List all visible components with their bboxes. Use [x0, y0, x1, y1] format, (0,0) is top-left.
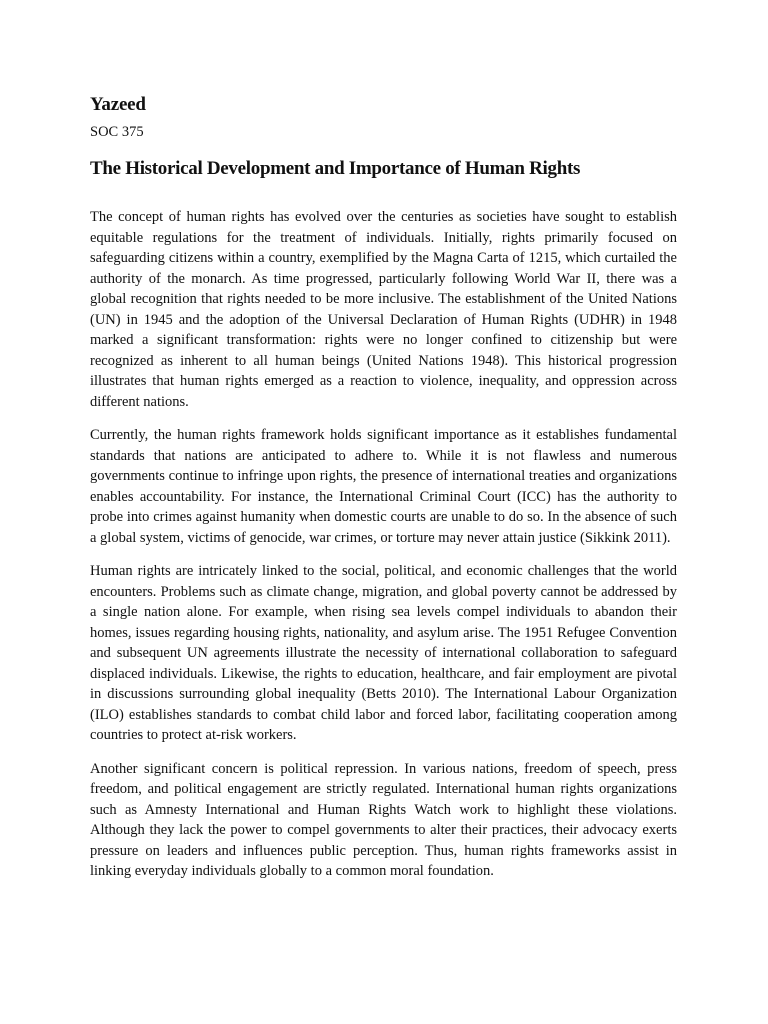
document-body: [90, 207, 677, 882]
document-page: [90, 92, 677, 895]
paragraph-importance: Currently, the human rights framework holds significant importance as it establishes fundamental standards that nations are anticipated to adhere to. While it is not flawless and numerous governments continue to infringe upon rights, the presence of international treaties and organizations enables accountability. For instance, the International Criminal Court (ICC) has the authority to probe into crimes against humanity when domestic courts are unable to do so. In the absence of such a global system, victims of genocide, war crimes, or torture may never attain justice (Sikkink 2011).: [90, 427, 677, 546]
course-code: SOC 375: [90, 124, 144, 140]
paragraph-history: The concept of human rights has evolved over the centuries as societies have sought to establish equitable regulations for the treatment of individuals. Initially, rights primarily focused on safeguarding citizens within a country, exemplified by the Magna Carta of 1215, which curtailed the authority of the monarch. As time progressed, particularly following World War II, there was a global recognition that rights needed to be more inclusive. The establishment of the United Nations (UN) in 1945 and the adoption of the Universal Declaration of Human Rights (UDHR) in 1948 marked a significant transformation: rights were no longer confined to citizenship but were recognized as inherent to all human beings (United Nations 1948). This historical progression illustrates that human rights emerged as a reaction to violence, inequality, and oppression across different nations.: [90, 209, 677, 410]
document-title: The Historical Development and Importance of Human Rights: [90, 158, 581, 179]
paragraph-global-challenges: Human rights are intricately linked to the social, political, and economic challenges that the world encounters. Problems such as climate change, migration, and global poverty cannot be addressed by a single nation alone. For example, when rising sea levels compel individuals to abandon their homes, issues regarding housing rights, nationality, and asylum arise. The 1951 Refugee Convention and subsequent UN agreements illustrate the necessity of international collaboration to safeguard displaced individuals. Likewise, the rights to education, healthcare, and fair employment are pivotal in discussions surrounding global inequality (Betts 2010). The International Labour Organization (ILO) establishes standards to combat child labor and forced labor, facilitating cooperation among countries to protect at-risk workers.: [90, 563, 677, 743]
paragraph-political-repression: Another significant concern is political repression. In various nations, freedom of speech, press freedom, and political engagement are strictly regulated. International human rights organizations such as Amnesty International and Human Rights Watch work to highlight these violations. Although they lack the power to compel governments to alter their practices, their advocacy exerts pressure on leaders and influences public perception. Thus, human rights frameworks assist in linking everyday individuals globally to a common moral foundation.: [90, 760, 677, 879]
author-name: Yazeed: [90, 94, 146, 115]
